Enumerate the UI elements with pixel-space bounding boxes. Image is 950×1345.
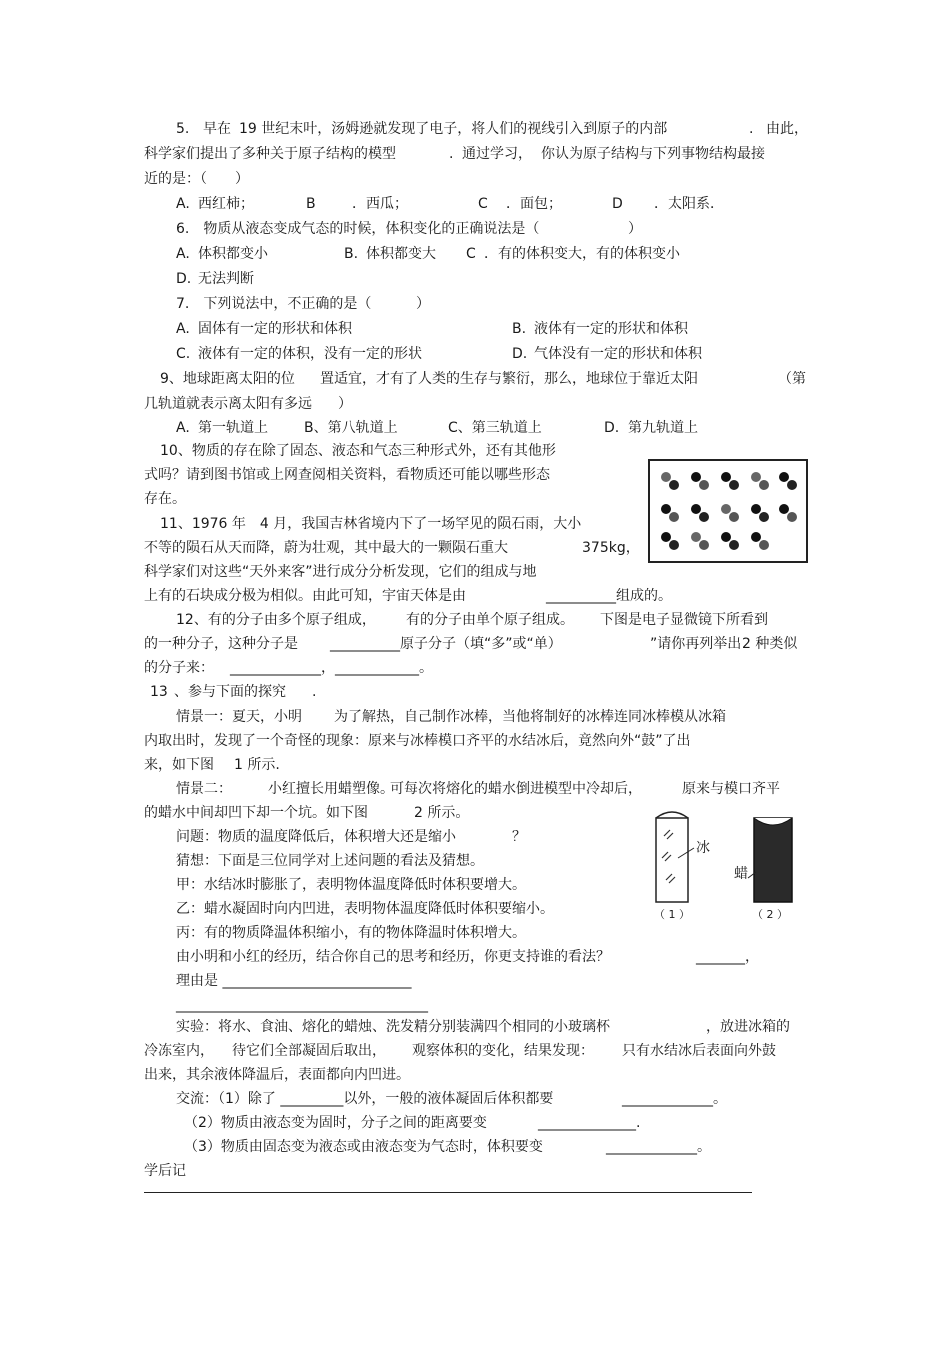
text: 观察体积的变化，结果发现： <box>412 1043 594 1059</box>
atom <box>787 512 797 522</box>
option-label: D <box>612 196 623 212</box>
text: 可每次将熔化的蜡水倒进模型中冷却后， <box>390 781 642 797</box>
atom <box>721 504 731 514</box>
atom <box>699 540 709 550</box>
atom <box>729 512 739 522</box>
answer-blank: _____________。 <box>606 1139 711 1155</box>
text: 待它们全部凝固后取出， <box>232 1043 386 1059</box>
text: 原来与模口齐平 <box>682 781 780 797</box>
text: 有的分子由单个原子组成。 <box>406 612 574 628</box>
option-text: ．太阳系． <box>654 196 724 212</box>
text: 、参与下面的探究 <box>174 684 286 700</box>
footer-title: 学后记 <box>144 1163 186 1179</box>
option-text: 液体有一定的体积，没有一定的形状 <box>198 346 422 362</box>
text: 科学家们提出了多种关于原子结构的模型 <box>144 146 396 162</box>
text: 的蜡水中间却凹下却一个坑。如下图 <box>144 805 368 821</box>
molecule-diagram <box>648 459 808 563</box>
option-label: D. <box>512 346 528 362</box>
text: ） <box>416 296 430 312</box>
q5-line3: 近的是：（ ） <box>144 171 249 187</box>
q13-bing: 丙：有的物质降温体积缩小，有的物体降温时体积增大。 <box>176 925 526 941</box>
option-text: ．西瓜； <box>352 196 408 212</box>
atom <box>729 480 739 490</box>
text: ） <box>338 396 352 412</box>
text: 早在 <box>203 121 231 137</box>
option-text: ．有的体积变大，有的体积变小 <box>484 246 680 262</box>
atom <box>691 504 701 514</box>
ice-wax-diagram <box>648 806 808 922</box>
text: 小红擅长用蜡塑像。 <box>268 781 394 797</box>
option-label: A. <box>176 420 190 436</box>
atom <box>779 504 789 514</box>
text: 不等的陨石从天而降，蔚为壮观，其中最大的一颗陨石重大 <box>144 540 508 556</box>
option-label: D. <box>176 271 192 287</box>
option-text: 体积都变大 <box>366 246 436 262</box>
text: 9、地球距离太阳的位 <box>160 371 295 387</box>
atom <box>759 512 769 522</box>
atom <box>759 540 769 550</box>
option-label: A. <box>176 321 190 337</box>
text: 你认为原子结构与下列事物结构最接 <box>541 146 765 162</box>
text: （2）物质由液态变为固时，分子之间的距离要变 <box>184 1115 487 1131</box>
atom <box>691 532 701 542</box>
atom <box>661 532 671 542</box>
text: __________原子分子（填“多”或“单） <box>330 636 562 652</box>
figure-2-caption: （ 2 ） <box>752 908 788 921</box>
option-label: D. <box>604 420 620 436</box>
text: 冷冻室内， <box>144 1043 214 1059</box>
text: 下图是电子显微镜下所看到 <box>600 612 768 628</box>
q13-reason-line2: ____________________________________ <box>176 997 428 1013</box>
atom <box>699 480 709 490</box>
q10-line2: 式吗？请到图书馆或上网查阅相关资料，看物质还可能以哪些形态 <box>144 467 550 483</box>
answer-blank: _______， <box>696 949 759 965</box>
option-text: ．面包； <box>506 196 562 212</box>
wax-mold <box>748 818 792 902</box>
text: 上有的石块成分极为相似。由此可知，宇宙天体是由 <box>144 588 466 604</box>
atom <box>751 472 761 482</box>
text: 由此， <box>766 121 808 137</box>
text: 为了解热，自己制作冰棒，当他将制好的冰棒连同冰棒模从冰箱 <box>334 709 726 725</box>
text: （3）物质由固态变为液态或由液态变为气态时，体积要变 <box>184 1139 543 1155</box>
option-label: C <box>466 246 476 262</box>
q13-yi: 乙：蜡水凝固时向内凹进，表明物体温度降低时体积要缩小。 <box>176 901 554 917</box>
atom <box>779 472 789 482</box>
answer-blank: _____________。 <box>622 1091 727 1107</box>
text: ？ <box>512 829 526 845</box>
text: 的分子来： <box>144 660 214 676</box>
atom <box>699 512 709 522</box>
text: 2 所示。 <box>414 805 470 821</box>
q5-number: 5. <box>176 121 190 137</box>
option-label: B <box>306 196 316 212</box>
text: 7. 下列说法中，不正确的是（ <box>176 296 372 312</box>
text: ） <box>628 221 642 237</box>
atom <box>759 480 769 490</box>
text: . <box>749 121 754 137</box>
atom <box>661 472 671 482</box>
text: 1 所示. <box>234 757 280 773</box>
text: _____________，____________。 <box>230 660 433 676</box>
q10-line3: 存在。 <box>144 491 186 507</box>
text: 2 种类似 <box>742 636 798 652</box>
option-label: B. <box>512 321 527 337</box>
atom <box>691 472 701 482</box>
atom <box>787 480 797 490</box>
q10-line1: 10、物质的存在除了固态、液态和气态三种形式外，还有其他形 <box>160 443 556 459</box>
wax-label: 蜡 <box>734 866 748 882</box>
atom <box>721 532 731 542</box>
q11-line1: 11、1976 年 4 月，我国吉林省境内下了一场罕见的陨石雨，大小 <box>160 516 582 532</box>
atom <box>721 472 731 482</box>
text: 几轨道就表示离太阳有多远 <box>144 396 312 412</box>
option-text: 固体有一定的形状和体积 <box>198 321 352 337</box>
option-text: 液体有一定的形状和体积 <box>534 321 688 337</box>
option-label: C. <box>176 346 191 362</box>
text: 12、有的分子由多个原子组成， <box>176 612 376 628</box>
option-label: A. <box>176 246 190 262</box>
option-text: 西红柿； <box>198 196 254 212</box>
text: 375kg， <box>582 540 640 556</box>
text: 情景一：夏天，小明 <box>176 709 302 725</box>
atom <box>661 504 671 514</box>
figure-1-caption: （ 1 ） <box>654 908 690 921</box>
q13-guess: 猜想：下面是三位同学对上述问题的看法及猜想。 <box>176 853 484 869</box>
text: 实验：将水、食油、熔化的蜡烛、洗发精分别装满四个相同的小玻璃杯 <box>176 1019 610 1035</box>
q13-experiment-line3: 出来，其余液体降温后，表面都向内凹进。 <box>144 1067 410 1083</box>
text: 通过学习， <box>462 146 532 162</box>
text: 13 <box>150 684 168 700</box>
text: 6. 物质从液态变成气态的时候，体积变化的正确说法是（ <box>176 221 540 237</box>
text: （第 <box>778 371 806 387</box>
option-label: C <box>478 196 488 212</box>
atom <box>669 480 679 490</box>
option-label: B. <box>344 246 359 262</box>
text: 19 世纪末叶，汤姆逊就发现了电子，将人们的视线引入到原子的内部 <box>239 121 668 137</box>
text: . <box>312 684 317 700</box>
q13-jia: 甲：水结冰时膨胀了，表明物体温度降低时体积要增大。 <box>176 877 526 893</box>
option-text: B、第八轨道上 <box>304 420 398 436</box>
text: 只有水结冰后表面向外鼓 <box>622 1043 776 1059</box>
ice-wax-figure <box>648 806 808 922</box>
text: 问题：物质的温度降低后，体积增大还是缩小 <box>176 829 456 845</box>
option-label: A. <box>176 196 190 212</box>
option-text: 无法判断 <box>198 271 254 287</box>
text: ”请你再列举出 <box>650 636 742 652</box>
text: 来，如下图 <box>144 757 214 773</box>
ice-label: 冰 <box>696 840 710 856</box>
footer-rule <box>144 1192 752 1193</box>
option-text: 第一轨道上 <box>198 420 268 436</box>
text: 的一种分子，这种分子是 <box>144 636 298 652</box>
option-text: 第九轨道上 <box>628 420 698 436</box>
option-text: 气体没有一定的形状和体积 <box>534 346 702 362</box>
q13-scene1-line2: 内取出时，发现了一个奇怪的现象：原来与冰棒模口齐平的水结冰后，竟然向外“鼓”了出 <box>144 733 691 749</box>
q13-reason: 理由是 ___________________________ <box>176 973 412 989</box>
text: 情景二： <box>176 781 232 797</box>
atom <box>669 512 679 522</box>
q11-line3: 科学家们对这些“天外来客”进行成分分析发现，它们的组成与地 <box>144 564 537 580</box>
option-text: C、第三轨道上 <box>448 420 542 436</box>
atom <box>751 532 761 542</box>
text: 由小明和小红的经历，结合你自己的思考和经历，你更支持谁的看法？ <box>176 949 610 965</box>
answer-blank: ______________. <box>538 1115 641 1131</box>
option-text: 体积都变小 <box>198 246 268 262</box>
atom <box>669 540 679 550</box>
text: ，放进冰箱的 <box>706 1019 790 1035</box>
atom <box>729 540 739 550</box>
text: 置适宜，才有了人类的生存与繁衍，那么，地球位于靠近太阳 <box>320 371 698 387</box>
ice-mold <box>656 812 694 902</box>
text: . <box>449 146 454 162</box>
text: 交流：（1）除了 _________以外，一般的液体凝固后体积都要 <box>176 1091 554 1107</box>
molecule-figure <box>648 459 808 563</box>
text: __________组成的。 <box>546 588 672 604</box>
atom <box>751 504 761 514</box>
